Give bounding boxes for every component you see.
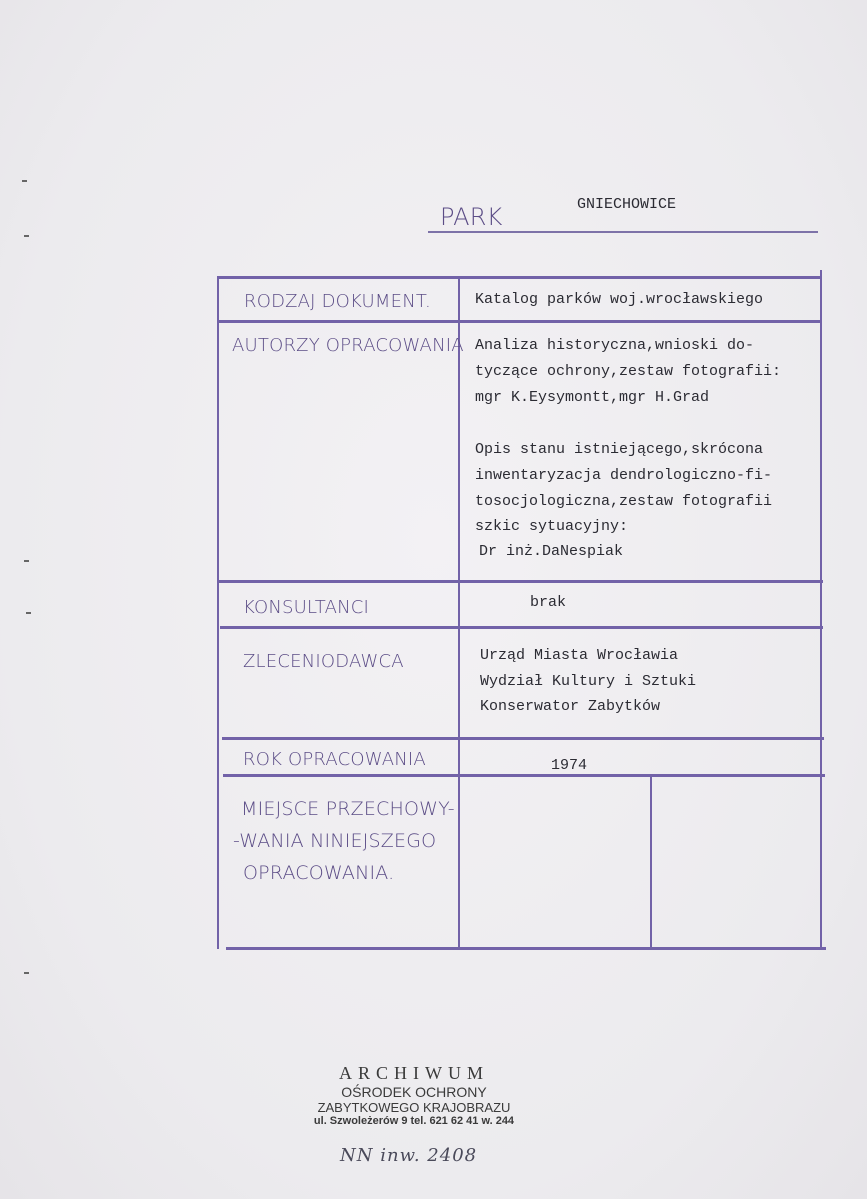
- margin-mark: [26, 612, 31, 614]
- table-border-right: [820, 270, 822, 949]
- label-rok-opracowania: ROK OPRACOWANIA: [243, 749, 426, 770]
- margin-mark: [24, 235, 29, 237]
- row-divider: [220, 626, 823, 629]
- margin-mark: [24, 972, 29, 974]
- column-divider: [458, 276, 460, 949]
- table-border-bottom: [226, 947, 826, 950]
- label-autorzy: AUTORZY OPRACOWANIA: [232, 335, 464, 356]
- label-zleceniodawca: ZLECENIODAWCA: [243, 651, 404, 672]
- label-miejsce-line: OPRACOWANIA.: [243, 862, 395, 884]
- row-divider: [223, 774, 825, 777]
- value-zleceniodawca-line: Urząd Miasta Wrocławia: [480, 647, 679, 664]
- table-border-left: [217, 276, 219, 949]
- park-name: GNIECHOWICE: [577, 196, 677, 213]
- archive-address: ul. Szwoleżerów 9 tel. 621 62 41 w. 244: [313, 1115, 515, 1127]
- park-underline: [428, 231, 818, 233]
- row-divider: [217, 320, 821, 323]
- value-autorzy-line: tyczące ochrony,zestaw fotografii:: [475, 363, 782, 380]
- row-divider: [222, 737, 824, 740]
- margin-mark: [24, 560, 29, 562]
- value-zleceniodawca-line: Konserwator Zabytków: [480, 698, 661, 715]
- value-autorzy-line: inwentaryzacja dendrologiczno-fi-: [475, 467, 773, 484]
- label-konsultanci: KONSULTANCI: [243, 597, 370, 618]
- value-rodzaj-dokumentu: Katalog parków woj.wrocławskiego: [475, 291, 764, 308]
- margin-mark: [22, 180, 27, 182]
- value-autorzy-line: Dr inż.DaNespiak: [479, 543, 624, 560]
- label-miejsce-line: -WANIA NINIEJSZEGO: [233, 830, 437, 852]
- value-autorzy-line: Opis stanu istniejącego,skrócona: [475, 441, 764, 458]
- label-miejsce-line: MIEJSCE PRZECHOWY-: [241, 798, 455, 820]
- value-rok-opracowania: 1974: [551, 757, 588, 774]
- label-rodzaj-dokumentu: RODZAJ DOKUMENT.: [244, 291, 431, 312]
- archive-line: OŚRODEK OCHRONY: [341, 1084, 487, 1100]
- archive-stamp: [296, 1063, 532, 1127]
- value-autorzy-line: Analiza historyczna,wnioski do-: [475, 337, 755, 354]
- value-konsultanci: brak: [530, 594, 567, 611]
- archive-line: ZABYTKOWEGO KRAJOBRAZU: [317, 1100, 511, 1115]
- value-autorzy-line: szkic sytuacyjny:: [475, 518, 629, 535]
- table-border-top: [217, 276, 821, 279]
- park-label: PARK: [440, 203, 503, 231]
- column-divider: [650, 776, 652, 949]
- value-zleceniodawca-line: Wydział Kultury i Sztuki: [480, 673, 697, 690]
- row-divider: [219, 580, 823, 583]
- value-autorzy-line: tosocjologiczna,zestaw fotografii: [475, 493, 773, 510]
- handwritten-inventory-number: NN inw. 2408: [340, 1145, 478, 1166]
- archive-title: ARCHIWUM: [339, 1063, 489, 1083]
- value-autorzy-line: mgr K.Eysymontt,mgr H.Grad: [475, 389, 710, 406]
